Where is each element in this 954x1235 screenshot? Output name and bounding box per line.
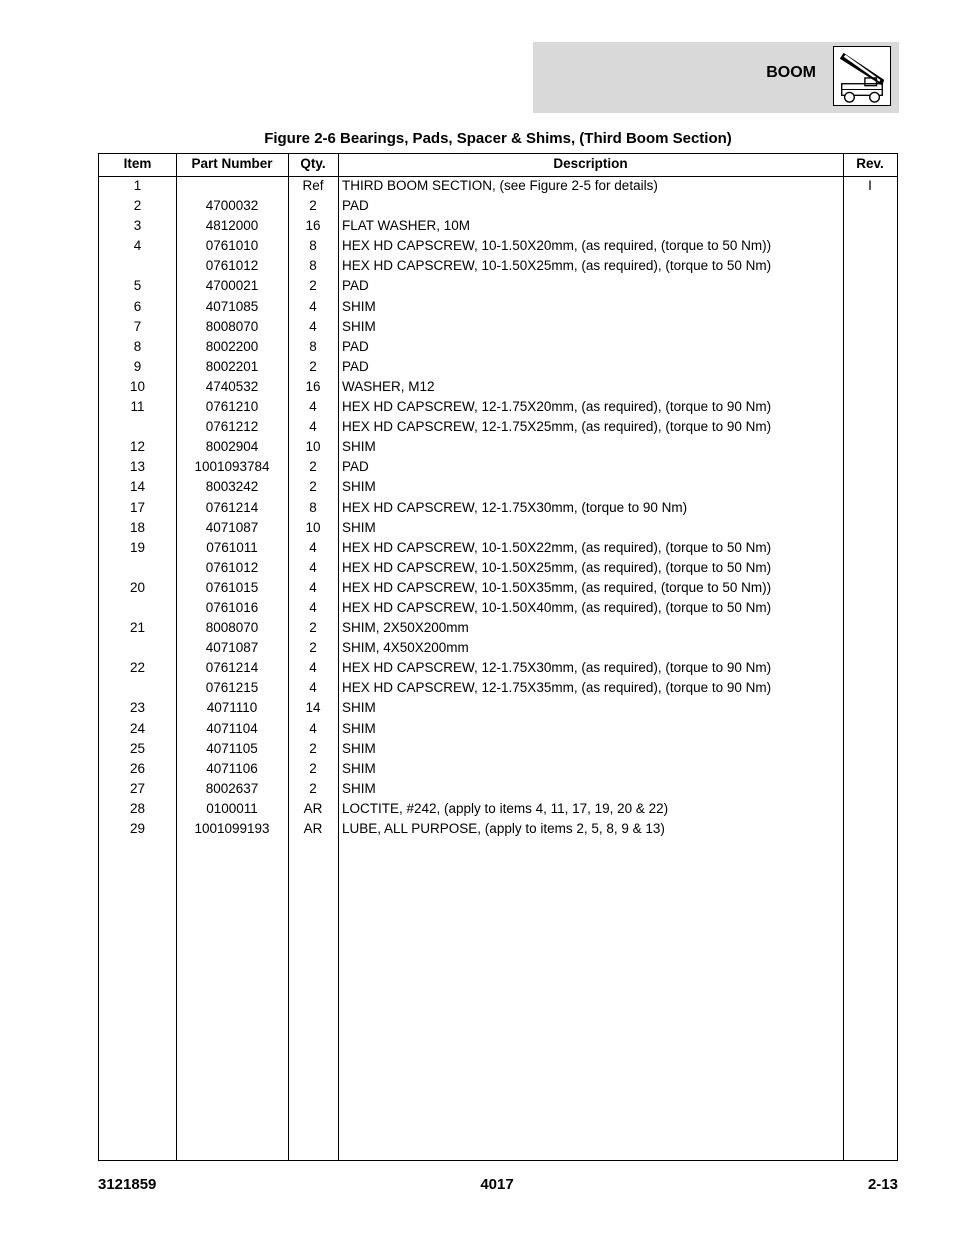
rev-cell <box>843 417 897 437</box>
item-cell: 1 <box>133 178 142 193</box>
table-row <box>99 658 897 678</box>
qty-cell: 4 <box>309 318 317 334</box>
qty-cell: 2 <box>309 760 317 776</box>
item-cell: 24 <box>129 720 146 736</box>
qty-cell: 2 <box>309 740 317 756</box>
item-cell: 21 <box>129 620 146 636</box>
table-row <box>99 196 897 216</box>
qty-cell: 16 <box>305 378 321 394</box>
qty-cell: 10 <box>305 439 321 455</box>
part-number-cell: 0761215 <box>205 680 259 696</box>
description-cell: PAD <box>342 459 369 475</box>
qty-cell: 8 <box>309 238 317 254</box>
item-cell <box>99 598 176 618</box>
part-number-cell: 0761212 <box>205 419 259 435</box>
description-cell: PAD <box>342 278 369 294</box>
qty-cell: AR <box>303 821 323 836</box>
description-cell: FLAT WASHER, 10M <box>342 218 471 234</box>
description-cell: HEX HD CAPSCREW, 12-1.75X30mm, (torque to 90 Nm) <box>342 499 688 515</box>
description-cell: SHIM <box>342 780 376 796</box>
item-cell: 10 <box>129 378 146 394</box>
qty-cell: 8 <box>309 258 317 274</box>
item-cell: 14 <box>129 479 146 495</box>
rev-cell <box>843 578 897 598</box>
qty-cell: 4 <box>309 298 317 314</box>
table-row <box>99 779 897 799</box>
table-row <box>99 417 897 437</box>
part-number-cell: 4071106 <box>206 760 258 776</box>
rev-cell <box>843 739 897 759</box>
description-cell: SHIM <box>342 479 376 495</box>
item-cell: 5 <box>133 278 142 294</box>
rev-cell <box>843 518 897 538</box>
description-cell: LOCTITE, #242, (apply to items 4, 11, 17, 19, 20 & 22) <box>342 800 669 816</box>
part-number-cell: 0761016 <box>205 599 259 615</box>
column-header-item: Item <box>123 156 152 171</box>
rev-cell <box>843 799 897 819</box>
column-header-rev: Rev. <box>856 156 884 171</box>
item-cell: 6 <box>133 298 142 314</box>
part-number-cell: 1001093784 <box>194 459 270 475</box>
table-row <box>99 498 897 518</box>
document-number: 3121859 <box>98 1176 157 1193</box>
table-row <box>99 477 897 497</box>
qty-cell: 2 <box>309 780 317 796</box>
item-cell <box>99 558 176 578</box>
table-row <box>99 297 897 317</box>
table-row <box>99 698 897 718</box>
table-row <box>99 276 897 296</box>
qty-cell: 2 <box>309 198 317 214</box>
qty-cell: 8 <box>309 338 317 354</box>
part-number-cell: 8002200 <box>205 338 259 354</box>
rev-cell <box>843 397 897 417</box>
column-header-part-number: Part Number <box>191 156 273 171</box>
item-cell: 19 <box>129 539 146 555</box>
description-cell: SHIM <box>342 740 376 756</box>
table-row <box>99 397 897 417</box>
description-cell: PAD <box>342 198 369 214</box>
item-cell: 13 <box>129 459 146 475</box>
part-number-cell: 1001099193 <box>194 821 270 836</box>
rev-cell <box>843 236 897 256</box>
item-cell: 27 <box>129 780 146 796</box>
table-row <box>99 216 897 236</box>
part-number-cell: 0761015 <box>205 579 259 595</box>
qty-cell: 4 <box>309 660 317 676</box>
description-cell: HEX HD CAPSCREW, 12-1.75X20mm, (as required), (torque to 90 Nm) <box>342 399 772 415</box>
qty-cell: 2 <box>309 640 317 656</box>
table-row <box>99 739 897 759</box>
column-header-description: Description <box>553 156 628 171</box>
item-cell: 3 <box>133 218 142 234</box>
table-row <box>99 357 897 377</box>
description-cell: HEX HD CAPSCREW, 10-1.50X25mm, (as required), (torque to 50 Nm) <box>342 258 772 274</box>
part-number-cell: 4700032 <box>205 198 259 214</box>
figure-title: Figure 2-6 Bearings, Pads, Spacer & Shims, (Third Boom Section) <box>264 130 732 147</box>
table-row <box>99 518 897 538</box>
item-cell: 18 <box>129 519 146 535</box>
page-number: 2-13 <box>867 1176 898 1193</box>
rev-cell: I <box>868 178 872 193</box>
part-number-cell: 4812000 <box>205 218 259 234</box>
item-cell: 17 <box>129 499 146 515</box>
qty-cell: 4 <box>309 720 317 736</box>
description-cell: HEX HD CAPSCREW, 10-1.50X40mm, (as required), (torque to 50 Nm) <box>342 599 772 615</box>
qty-cell: 4 <box>309 680 317 696</box>
rev-cell <box>843 618 897 638</box>
description-cell: PAD <box>342 358 369 374</box>
rev-cell <box>843 256 897 276</box>
table-row <box>99 578 897 598</box>
qty-cell: 4 <box>309 599 317 615</box>
qty-cell: 4 <box>309 399 317 415</box>
item-cell: 9 <box>133 358 142 374</box>
item-cell <box>99 417 176 437</box>
qty-cell: 4 <box>309 419 317 435</box>
qty-cell: 2 <box>309 358 317 374</box>
item-cell: 2 <box>133 198 142 214</box>
part-number-cell: 0761012 <box>205 559 259 575</box>
part-number-cell: 0761210 <box>205 399 259 415</box>
model-number: 4017 <box>480 1176 514 1193</box>
part-number-cell: 0761011 <box>206 539 258 555</box>
part-number-cell: 4071104 <box>206 720 258 736</box>
part-number-cell: 8003242 <box>205 479 259 495</box>
table-row <box>99 638 897 658</box>
item-cell <box>99 638 176 658</box>
rev-cell <box>843 437 897 457</box>
qty-cell: 2 <box>309 278 317 294</box>
rev-cell <box>843 658 897 678</box>
description-cell: HEX HD CAPSCREW, 12-1.75X30mm, (as required), (torque to 90 Nm) <box>342 660 772 676</box>
table-row <box>99 256 897 276</box>
item-cell: 8 <box>133 338 142 354</box>
part-number-cell: 4071087 <box>205 519 259 535</box>
rev-cell <box>843 719 897 739</box>
part-number-cell: 4071087 <box>205 640 259 656</box>
description-cell: SHIM <box>342 519 376 535</box>
description-cell: SHIM, 2X50X200mm <box>342 620 469 636</box>
rev-cell <box>843 377 897 397</box>
rev-cell <box>843 317 897 337</box>
table-body <box>99 176 897 839</box>
rev-cell <box>843 276 897 296</box>
table-row <box>99 437 897 457</box>
qty-cell: 2 <box>309 479 317 495</box>
item-cell: 20 <box>129 579 146 595</box>
table-row <box>99 618 897 638</box>
rev-cell <box>843 196 897 216</box>
part-number-cell: 8002904 <box>205 439 259 455</box>
description-cell: THIRD BOOM SECTION, (see Figure 2-5 for details) <box>342 178 658 193</box>
table-row <box>99 678 897 698</box>
table-row <box>99 538 897 558</box>
part-number-cell: 8002201 <box>205 358 259 374</box>
rev-cell <box>843 678 897 698</box>
item-cell: 4 <box>133 238 142 254</box>
part-number-cell: 0761214 <box>205 660 259 676</box>
part-number-cell: 0761012 <box>205 258 259 274</box>
section-title: BOOM <box>766 64 816 81</box>
table-row <box>99 759 897 779</box>
item-cell: 25 <box>129 740 146 756</box>
qty-cell: 2 <box>309 459 317 475</box>
item-cell <box>99 256 176 276</box>
description-cell: HEX HD CAPSCREW, 10-1.50X25mm, (as required), (torque to 50 Nm) <box>342 559 772 575</box>
description-cell: SHIM <box>342 760 376 776</box>
rev-cell <box>843 457 897 477</box>
rev-cell <box>843 598 897 618</box>
qty-cell: 16 <box>305 218 321 234</box>
description-cell: SHIM <box>342 700 376 716</box>
item-cell: 22 <box>129 660 146 676</box>
part-number-cell: 4071105 <box>206 740 258 756</box>
rev-cell <box>843 216 897 236</box>
description-cell: SHIM <box>342 720 376 736</box>
description-cell: HEX HD CAPSCREW, 12-1.75X25mm, (as required), (torque to 90 Nm) <box>342 419 772 435</box>
rev-cell <box>843 337 897 357</box>
table-row <box>99 819 897 839</box>
part-number-cell: 4071110 <box>206 700 258 716</box>
part-number-cell: 8002637 <box>205 780 259 796</box>
qty-cell: 2 <box>309 620 317 636</box>
rev-cell <box>843 357 897 377</box>
table-row <box>99 176 897 196</box>
table-row <box>99 317 897 337</box>
part-number-cell: 4071085 <box>205 298 259 314</box>
part-number-cell: 8008070 <box>205 620 259 636</box>
qty-cell: 14 <box>305 700 321 716</box>
description-cell: LUBE, ALL PURPOSE, (apply to items 2, 5, 8, 9 & 13) <box>342 821 665 836</box>
rev-cell <box>843 477 897 497</box>
qty-cell: Ref <box>302 178 324 193</box>
rev-cell <box>843 297 897 317</box>
rev-cell <box>843 759 897 779</box>
qty-cell: 8 <box>309 499 317 515</box>
part-number-cell: 0761010 <box>205 238 259 254</box>
item-cell <box>99 678 176 698</box>
rev-cell <box>843 498 897 518</box>
qty-cell: AR <box>303 800 323 816</box>
telehandler-boom-icon <box>833 46 891 106</box>
table-header <box>99 154 897 176</box>
rev-cell <box>843 819 897 839</box>
part-number-cell: 8008070 <box>205 318 259 334</box>
item-cell: 28 <box>129 800 146 816</box>
table-row <box>99 337 897 357</box>
description-cell: HEX HD CAPSCREW, 10-1.50X22mm, (as required), (torque to 50 Nm) <box>342 539 772 555</box>
description-cell: SHIM <box>342 439 376 455</box>
parts-table <box>98 153 898 1161</box>
qty-cell: 10 <box>305 519 321 535</box>
item-cell: 23 <box>129 700 146 716</box>
description-cell: HEX HD CAPSCREW, 10-1.50X35mm, (as required, (torque to 50 Nm)) <box>342 579 772 595</box>
qty-cell: 4 <box>309 539 317 555</box>
item-cell: 12 <box>129 439 146 455</box>
description-cell: HEX HD CAPSCREW, 10-1.50X20mm, (as required, (torque to 50 Nm)) <box>342 238 772 254</box>
table-row <box>99 598 897 618</box>
rev-cell <box>843 558 897 578</box>
item-cell: 7 <box>133 318 142 334</box>
qty-cell: 4 <box>309 579 317 595</box>
part-number-cell <box>176 176 288 196</box>
description-cell: SHIM, 4X50X200mm <box>342 640 469 656</box>
table-row <box>99 558 897 578</box>
rev-cell <box>843 538 897 558</box>
table-row <box>99 236 897 256</box>
item-cell: 11 <box>130 399 145 415</box>
description-cell: SHIM <box>342 298 376 314</box>
description-cell: SHIM <box>342 318 376 334</box>
item-cell: 29 <box>129 821 146 836</box>
part-number-cell: 0761214 <box>205 499 259 515</box>
part-number-cell: 0100011 <box>206 800 258 816</box>
item-cell: 26 <box>129 760 146 776</box>
qty-cell: 4 <box>309 559 317 575</box>
description-cell: WASHER, M12 <box>342 378 435 394</box>
table-row <box>99 377 897 397</box>
table-row <box>99 799 897 819</box>
part-number-cell: 4740532 <box>205 378 259 394</box>
description-cell: PAD <box>342 338 369 354</box>
description-cell: HEX HD CAPSCREW, 12-1.75X35mm, (as required), (torque to 90 Nm) <box>342 680 772 696</box>
rev-cell <box>843 638 897 658</box>
part-number-cell: 4700021 <box>205 278 259 294</box>
table-row <box>99 457 897 477</box>
rev-cell <box>843 698 897 718</box>
rev-cell <box>843 779 897 799</box>
column-header-qty: Qty. <box>300 156 326 171</box>
table-row <box>99 719 897 739</box>
